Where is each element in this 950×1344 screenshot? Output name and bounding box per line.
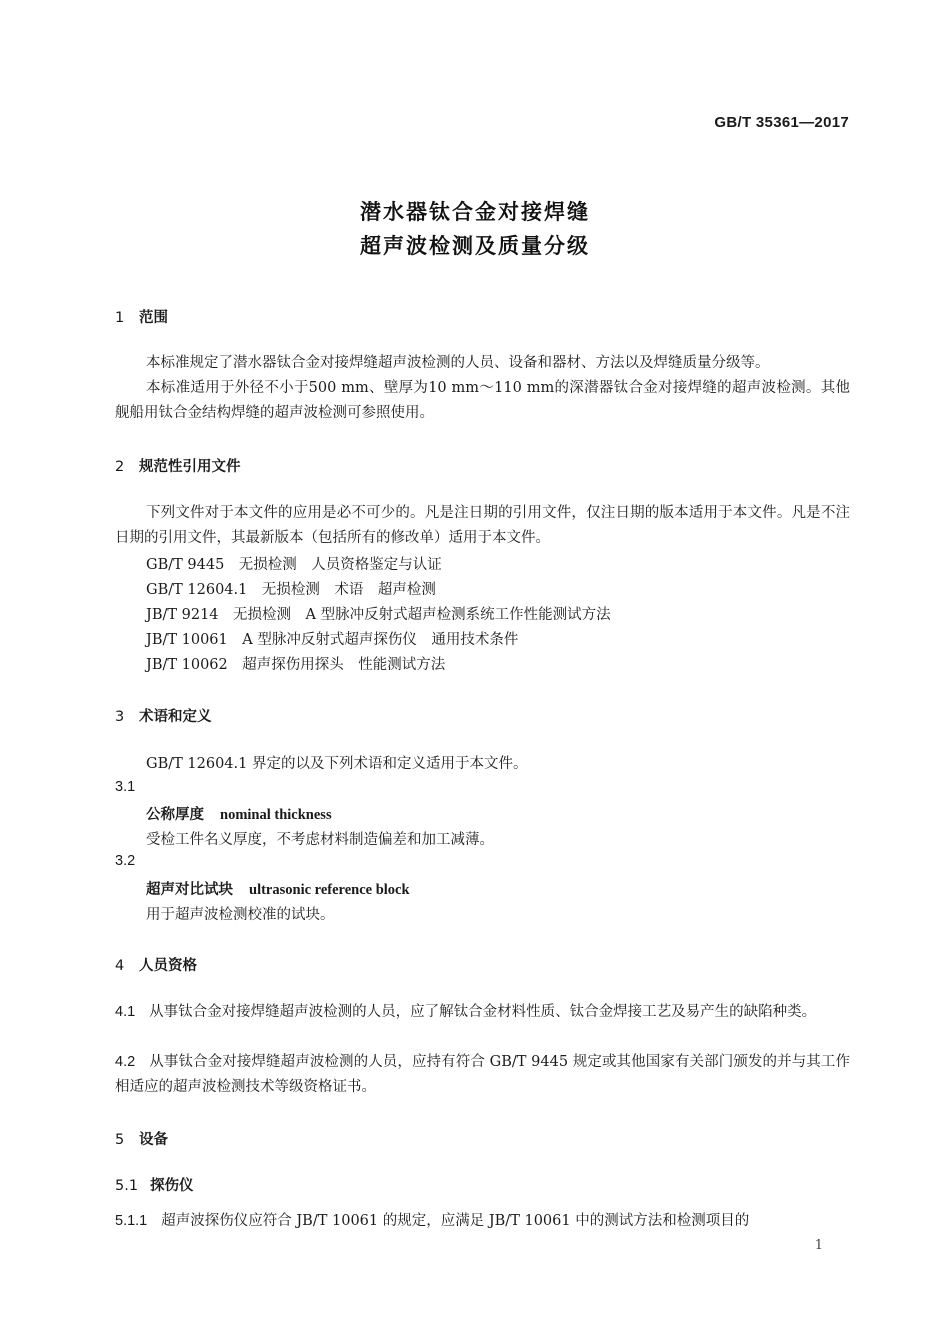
clause-number: 4.1: [115, 1004, 136, 1020]
section-number: 5: [115, 1132, 125, 1148]
section-2-heading: [115, 455, 241, 476]
section-1-paragraph-2: 本标准适用于外径不小于500 mm、壁厚为10 mm～110 mm的深潜器钛合金对接焊缝的超声波检测。其他舰船用钛合金结构焊缝的超声波检测可参照使用。: [115, 380, 850, 421]
clause-5-1-1: [115, 1209, 850, 1234]
subsection-5-1-heading: [115, 1174, 194, 1195]
term-english: ultrasonic reference block: [249, 882, 410, 898]
section-number: 2: [115, 459, 125, 475]
section-number: 3: [115, 709, 125, 725]
section-3-heading: [115, 705, 212, 726]
term-definition: 受检工件名义厚度，不考虑材料制造偏差和加工减薄。: [146, 832, 494, 848]
section-title: 范围: [139, 310, 168, 326]
term-entry: [146, 803, 332, 824]
subsection-number: 5.1: [115, 1178, 139, 1194]
reference-item: GB/T 12604.1 无损检测 术语 超声检测: [146, 582, 436, 598]
standard-number: GB/T 35361—2017: [714, 114, 849, 131]
term-entry: [146, 878, 410, 899]
section-title: 规范性引用文件: [139, 459, 241, 475]
section-number: 1: [115, 310, 125, 326]
clause-text: 从事钛合金对接焊缝超声波检测的人员，应持有符合 GB/T 9445 规定或其他国家有关部门颁发的并与其工作相适应的超声波检测技术等级资格证书。: [115, 1054, 850, 1095]
section-title: 设备: [139, 1132, 168, 1148]
term-definition: 用于超声波检测校准的试块。: [146, 907, 335, 923]
clause-4-1: [115, 1000, 850, 1025]
term-english: nominal thickness: [220, 807, 332, 823]
term-chinese: 公称厚度: [146, 806, 204, 823]
section-number: 4: [115, 958, 125, 974]
section-1-paragraph-1: 本标准规定了潜水器钛合金对接焊缝超声波检测的人员、设备和器材、方法以及焊缝质量分级等。: [146, 355, 770, 371]
section-1-heading: [115, 306, 168, 327]
clause-text: 从事钛合金对接焊缝超声波检测的人员，应了解钛合金材料性质、钛合金焊接工艺及易产生的缺陷种类。: [149, 1004, 817, 1020]
term-chinese: 超声对比试块: [146, 881, 233, 898]
clause-number: 4.2: [115, 1054, 136, 1070]
section-5-heading: [115, 1128, 168, 1149]
subsection-title: 探伤仪: [150, 1178, 194, 1194]
document-title-line1: 潜水器钛合金对接焊缝: [360, 200, 590, 224]
document-title-line2: 超声波检测及质量分级: [360, 234, 590, 258]
clause-4-2: [115, 1050, 850, 1100]
clause-text: 超声波探伤仪应符合 JB/T 10061 的规定，应满足 JB/T 10061 中的测试方法和检测项目的: [161, 1213, 750, 1229]
reference-item: JB/T 10061 A 型脉冲反射式超声探伤仪 通用技术条件: [146, 632, 519, 648]
reference-item: GB/T 9445 无损检测 人员资格鉴定与认证: [146, 557, 442, 573]
page-number: 1: [814, 1238, 823, 1253]
reference-item: JB/T 9214 无损检测 A 型脉冲反射式超声检测系统工作性能测试方法: [146, 607, 611, 623]
term-number: 3.2: [115, 853, 136, 869]
section-2-paragraph-1: 下列文件对于本文件的应用是必不可少的。凡是注日期的引用文件，仅注日期的版本适用于本文件。凡是不注日期的引用文件，其最新版本（包括所有的修改单）适用于本文件。: [115, 505, 850, 546]
section-title: 术语和定义: [139, 709, 212, 725]
reference-item: JB/T 10062 超声探伤用探头 性能测试方法: [146, 657, 446, 673]
section-title: 人员资格: [139, 958, 197, 974]
term-number: 3.1: [115, 779, 136, 795]
section-4-heading: [115, 954, 197, 975]
clause-number: 5.1.1: [115, 1213, 148, 1229]
section-3-paragraph-1: GB/T 12604.1 界定的以及下列术语和定义适用于本文件。: [146, 756, 528, 772]
